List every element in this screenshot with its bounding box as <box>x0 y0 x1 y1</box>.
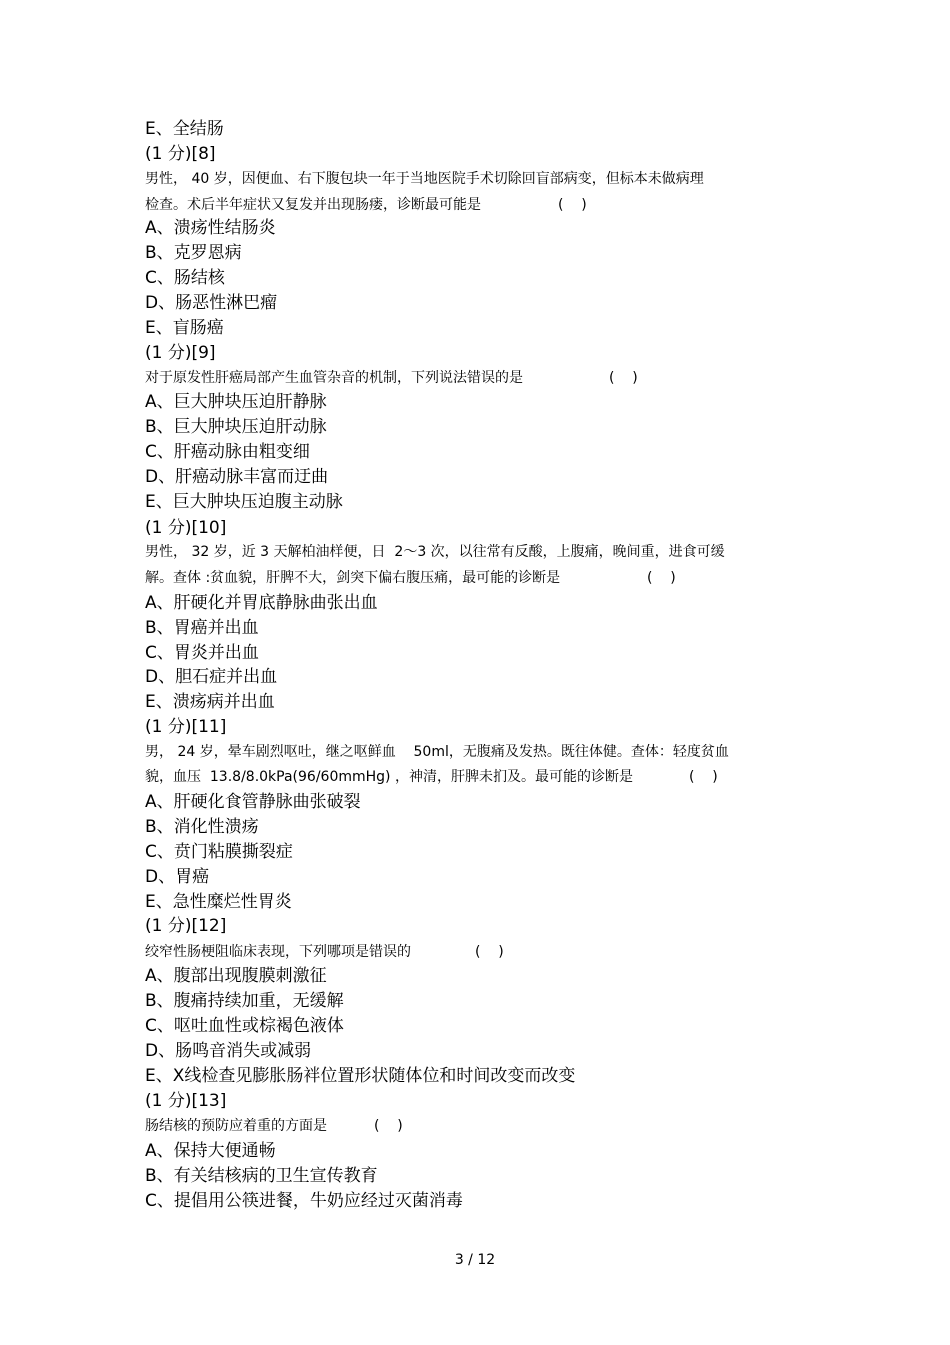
option-c: C、肠结核 <box>145 268 225 288</box>
question-10-text-line-1: 男性， 32 岁，近 3 天解柏油样便，日 2～3 次，以往常有反酸，上腹痛，晚间重，进食可缓 <box>145 544 725 560</box>
answer-blank: ( ) <box>475 944 504 960</box>
answer-blank: ( ) <box>609 370 638 386</box>
option-d: D、肠鸣音消失或减弱 <box>145 1041 312 1061</box>
question-9-text: 对于原发性肝癌局部产生血管杂音的机制，下列说法错误的是 <box>145 370 523 386</box>
option-e: E、全结肠 <box>145 119 224 139</box>
question-header-12: (1 分)[12] <box>145 916 227 936</box>
page-number: 3 / 12 <box>454 1252 496 1268</box>
question-10-text-line-2: 解。查体 :贫血貌，肝脾不大，剑突下偏右腹压痛，最可能的诊断是 <box>145 570 561 586</box>
question-8-text-line-2: 检查。术后半年症状又复发并出现肠瘘，诊断最可能是 <box>145 197 481 213</box>
option-a: A、巨大肿块压迫肝静脉 <box>145 392 327 412</box>
question-header-10: (1 分)[10] <box>145 518 227 538</box>
option-d: D、胃癌 <box>145 867 210 887</box>
option-b: B、巨大肿块压迫肝动脉 <box>145 417 327 437</box>
option-a: A、腹部出现腹膜刺激征 <box>145 966 327 986</box>
option-d: D、肠恶性淋巴瘤 <box>145 293 278 313</box>
option-b: B、有关结核病的卫生宣传教育 <box>145 1166 378 1186</box>
option-a: A、溃疡性结肠炎 <box>145 218 276 238</box>
question-11-text-line-1: 男， 24 岁，晕车剧烈呕吐，继之呕鲜血 50ml，无腹痛及发热。既往体健。查体：轻度贫血 <box>145 744 729 760</box>
question-header-13: (1 分)[13] <box>145 1091 227 1111</box>
option-b: B、消化性溃疡 <box>145 817 259 837</box>
option-a: A、肝硬化并胃底静脉曲张出血 <box>145 593 378 613</box>
question-header-11: (1 分)[11] <box>145 717 227 737</box>
option-b: B、胃癌并出血 <box>145 618 259 638</box>
question-11-text-line-2: 貌，血压 13.8/8.0kPa(96/60mmHg) ，神清，肝脾未扪及。最可能的诊断是 <box>145 769 633 785</box>
option-e: E、急性糜烂性胃炎 <box>145 892 292 912</box>
option-e: E、巨大肿块压迫腹主动脉 <box>145 492 343 512</box>
question-12-text: 绞窄性肠梗阻临床表现，下列哪项是错误的 <box>145 944 411 960</box>
option-c: C、胃炎并出血 <box>145 643 259 663</box>
option-c: C、呕吐血性或棕褐色液体 <box>145 1016 344 1036</box>
answer-blank: ( ) <box>647 570 676 586</box>
option-e: E、X线检查见膨胀肠袢位置形状随体位和时间改变而改变 <box>145 1066 576 1086</box>
option-d: D、胆石症并出血 <box>145 667 278 687</box>
question-8-text-line-1: 男性， 40 岁，因便血、右下腹包块一年于当地医院手术切除回盲部病变，但标本未做病理 <box>145 171 704 187</box>
question-13-text: 肠结核的预防应着重的方面是 <box>145 1118 327 1134</box>
option-c: C、肝癌动脉由粗变细 <box>145 442 310 462</box>
option-e: E、盲肠癌 <box>145 318 224 338</box>
option-d: D、肝癌动脉丰富而迂曲 <box>145 467 329 487</box>
answer-blank: ( ) <box>374 1118 403 1134</box>
option-b: B、克罗恩病 <box>145 243 242 263</box>
option-c: C、提倡用公筷进餐，牛奶应经过灭菌消毒 <box>145 1191 463 1211</box>
option-a: A、肝硬化食管静脉曲张破裂 <box>145 792 361 812</box>
question-header-9: (1 分)[9] <box>145 343 216 363</box>
option-a: A、保持大便通畅 <box>145 1141 276 1161</box>
question-header-8: (1 分)[8] <box>145 144 216 164</box>
answer-blank: ( ) <box>558 197 587 213</box>
answer-blank: ( ) <box>689 769 718 785</box>
option-c: C、贲门粘膜撕裂症 <box>145 842 293 862</box>
option-b: B、腹痛持续加重，无缓解 <box>145 991 344 1011</box>
option-e: E、溃疡病并出血 <box>145 692 275 712</box>
